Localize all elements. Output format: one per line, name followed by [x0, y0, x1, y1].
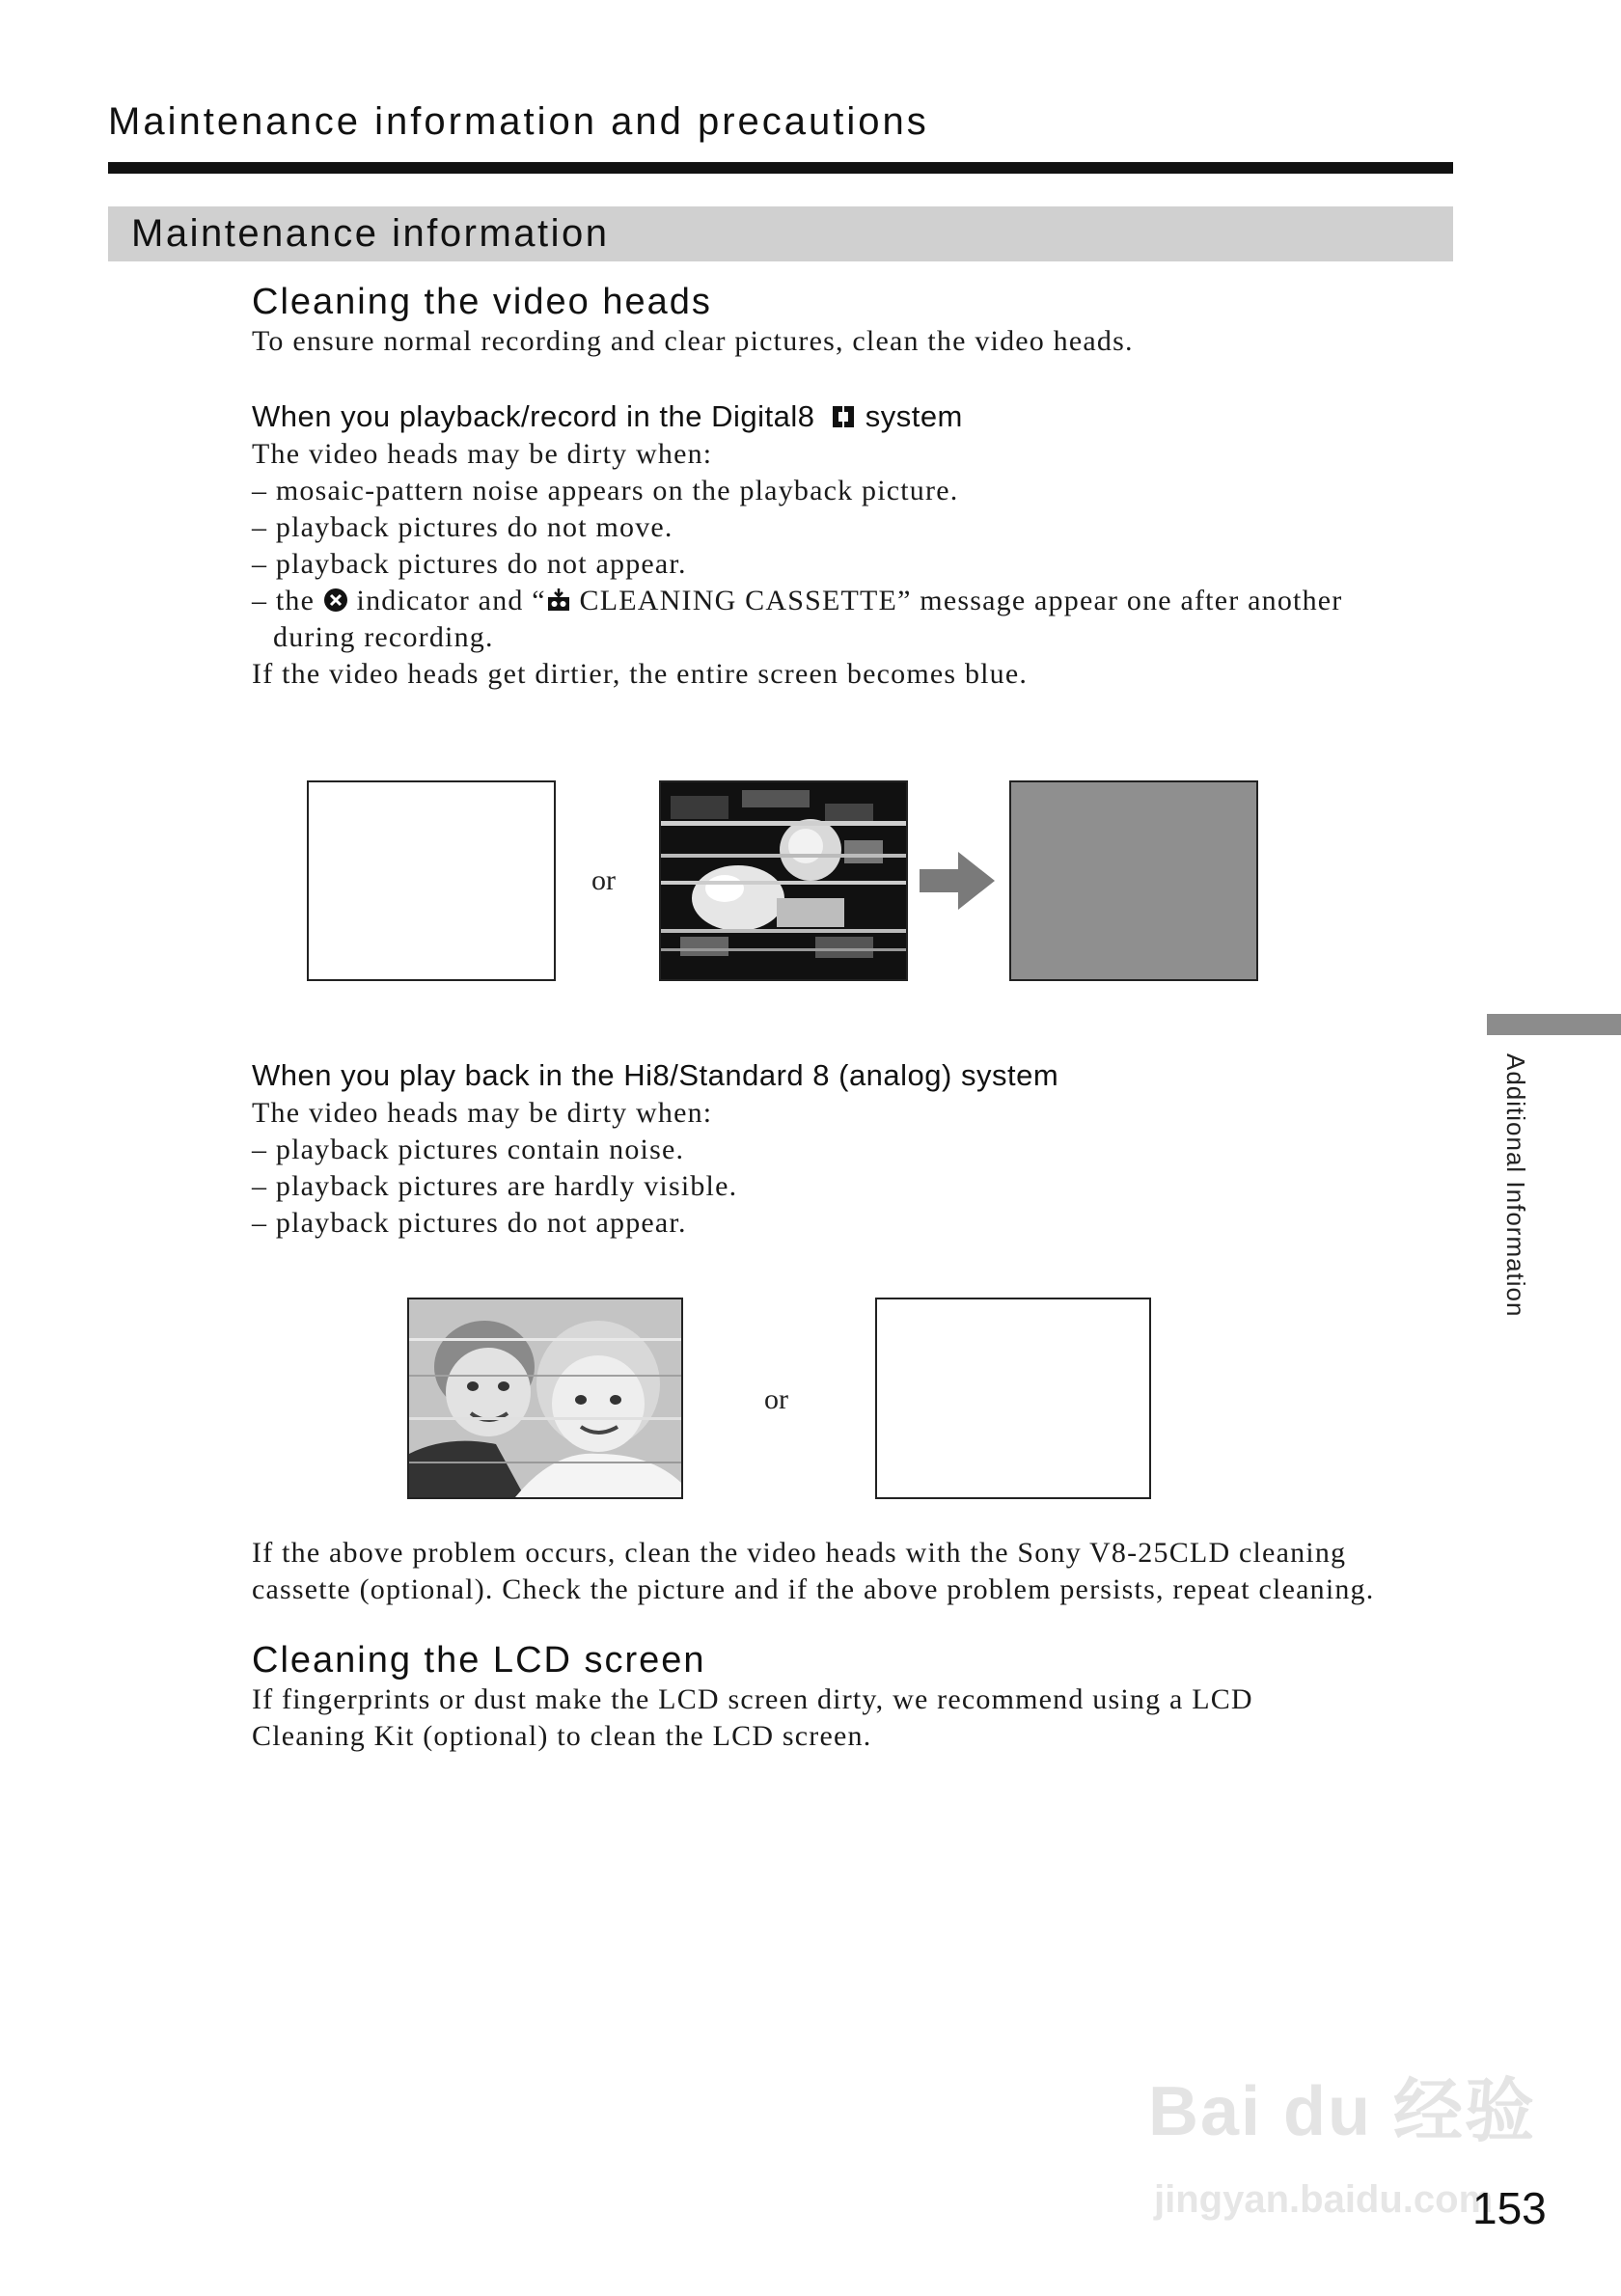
mosaic-noise-illustration	[659, 780, 908, 981]
digital-subheading	[252, 399, 1468, 434]
title-rule	[108, 162, 1453, 174]
watermark-url: jingyan.baidu.com	[1154, 2178, 1494, 2221]
analog-item-3: – playback pictures do not appear.	[252, 1207, 687, 1239]
digital-subheading-text: When you playback/record in the Digital8	[252, 399, 815, 433]
page-number: 153	[1472, 2183, 1547, 2233]
digital-subheading-suffix: system	[856, 399, 963, 433]
blank-screen-illustration	[875, 1298, 1151, 1499]
lcd-heading: Cleaning the LCD screen	[252, 1640, 706, 1681]
lcd-line-2: Cleaning Kit (optional) to clean the LCD screen.	[252, 1720, 872, 1752]
cleaning-cassette-icon	[546, 588, 571, 613]
warning-x-icon	[323, 588, 348, 613]
analog-lead: The video heads may be dirty when:	[252, 1097, 713, 1129]
mosaic-noise-image	[661, 782, 906, 979]
digital-section	[252, 399, 1468, 693]
digital-item-3: – playback pictures do not appear.	[252, 548, 687, 580]
arrow-right-icon	[920, 852, 997, 910]
digital-item-1: – mosaic-pattern noise appears on the playback picture.	[252, 475, 959, 506]
children-photo-image	[409, 1299, 681, 1497]
noisy-photo-illustration	[407, 1298, 683, 1499]
digital-after: If the video heads get dirtier, the entire screen becomes blue.	[252, 658, 1029, 690]
watermark-logo: Bai du 经验	[1148, 2073, 1537, 2150]
analog-subheading: When you play back in the Hi8/Standard 8 (analog) system	[252, 1058, 1059, 1092]
digital-item-4	[252, 583, 1468, 619]
analog-item-1: – playback pictures contain noise.	[252, 1134, 685, 1165]
digital-lead: The video heads may be dirty when:	[252, 438, 713, 470]
analog-section	[252, 1058, 1468, 1242]
blank-screen-illustration	[307, 780, 556, 981]
digital8-logo-icon	[830, 403, 857, 430]
side-tab-marker	[1487, 1014, 1621, 1035]
or-label: or	[591, 864, 616, 896]
side-tab-text: Additional Information	[1501, 1053, 1530, 1318]
advice-paragraph	[252, 1535, 1468, 1608]
digital-item-2: – playback pictures do not move.	[252, 511, 673, 543]
analog-item-2: – playback pictures are hardly visible.	[252, 1170, 738, 1202]
digital-item-4-continued: during recording.	[273, 621, 494, 653]
digital-item-4-part-a: – the	[252, 585, 323, 616]
page-title: Maintenance information and precautions	[108, 100, 929, 143]
section-title: Maintenance information	[131, 212, 610, 255]
lcd-section	[252, 1640, 1468, 1755]
advice-line-2: cassette (optional). Check the picture and if the above problem persists, repeat cleaning.	[252, 1573, 1375, 1605]
heads-heading: Cleaning the video heads	[252, 282, 712, 322]
blue-screen-illustration	[1009, 780, 1258, 981]
digital-item-4-part-c: CLEANING CASSETTE” message appear one after another	[570, 585, 1343, 616]
digital-item-4-part-b: indicator and “	[347, 585, 546, 616]
lcd-line-1: If fingerprints or dust make the LCD screen dirty, we recommend using a LCD	[252, 1683, 1253, 1715]
side-tab-label	[1497, 1053, 1536, 1362]
heads-intro: To ensure normal recording and clear pictures, clean the video heads.	[252, 325, 1134, 357]
heads-section	[252, 282, 1468, 360]
or-label: or	[764, 1383, 788, 1415]
advice-line-1: If the above problem occurs, clean the video heads with the Sony V8-25CLD cleaning	[252, 1537, 1347, 1569]
section-bar	[108, 206, 1453, 261]
